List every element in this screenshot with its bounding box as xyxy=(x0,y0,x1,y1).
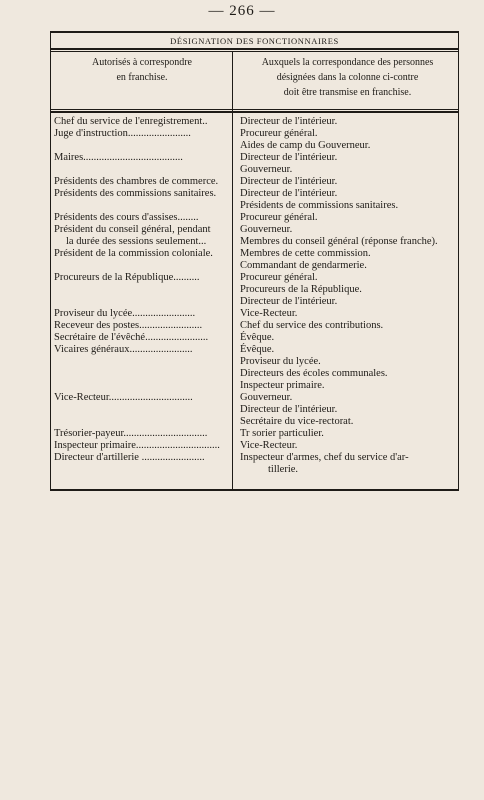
recipient-cell xyxy=(230,224,438,248)
recipient-line: Directeur de l'intérieur. xyxy=(240,116,338,127)
recipient-line: Secrétaire du vice-rectorat. xyxy=(240,416,354,427)
table-row xyxy=(50,188,459,212)
recipient-line: Directeur de l'intérieur. xyxy=(240,176,338,187)
table-row xyxy=(50,320,459,332)
bottom-rule xyxy=(50,489,459,491)
recipient-line: Inspecteur primaire. xyxy=(240,380,325,391)
recipient-line: Gouverneur. xyxy=(240,392,293,403)
recipient-cell xyxy=(230,332,430,344)
table-row xyxy=(50,440,459,452)
recipient-line: Vice-Recteur. xyxy=(240,440,298,451)
right-column-header: Auxquels la correspondance des personnes désignées dans la colonne ci-contre doit être transmise en franchise. xyxy=(261,57,434,98)
table-row xyxy=(50,248,459,260)
official-cell xyxy=(50,176,230,188)
official-line: Présidents des commissions sanitaires. xyxy=(54,188,217,199)
official-line: Président du conseil général, pendant xyxy=(54,224,211,235)
recipient-line: Procureurs de la République. xyxy=(240,284,362,295)
official-line: Vicaires généraux........................ xyxy=(54,344,193,355)
recipient-line: Directeur de l'intérieur. xyxy=(240,188,338,199)
top-rule xyxy=(50,31,459,33)
official-line xyxy=(54,368,230,380)
recipient-cell xyxy=(230,260,430,296)
official-line: Maires...................................... xyxy=(54,152,183,163)
table-row xyxy=(50,224,459,248)
recipient-line: Chef du service des contributions. xyxy=(240,320,384,331)
official-line xyxy=(54,404,230,416)
recipient-line: Directeur de l'intérieur. xyxy=(240,404,338,415)
official-line xyxy=(54,356,230,368)
recipient-line: Inspecteur d'armes, chef du service d'ar- xyxy=(240,452,409,463)
official-cell xyxy=(50,320,230,332)
title-rule xyxy=(50,48,459,50)
recipient-cell xyxy=(230,344,430,356)
recipient-line: Directeurs des écoles communales. xyxy=(240,368,388,379)
recipient-line: Tr sorier particulier. xyxy=(240,428,324,439)
official-line xyxy=(54,296,230,308)
official-cell xyxy=(50,212,230,224)
recipient-line: Commandant de gendarmerie. xyxy=(240,260,367,271)
official-cell xyxy=(50,224,230,248)
official-cell xyxy=(50,188,230,200)
recipient-line: Aides de camp du Gouverneur. xyxy=(240,140,371,151)
franchise-table xyxy=(50,31,459,493)
recipient-cell xyxy=(230,176,430,188)
recipient-cell xyxy=(230,320,430,332)
recipient-line: tillerie. xyxy=(268,464,299,475)
recipient-cell xyxy=(230,212,430,224)
recipient-cell xyxy=(230,140,430,176)
official-cell xyxy=(50,344,230,356)
recipient-line: Proviseur du lycée. xyxy=(240,356,321,367)
official-line xyxy=(54,380,230,392)
official-cell xyxy=(50,140,230,164)
table-row xyxy=(50,296,459,320)
official-line: la durée des sessions seulement... xyxy=(66,236,207,247)
recipient-cell xyxy=(230,248,430,260)
official-line: Inspecteur primaire................................ xyxy=(54,440,220,451)
page-number: — 266 — xyxy=(208,3,276,19)
official-cell xyxy=(50,260,230,284)
recipient-cell xyxy=(230,356,430,428)
recipient-line: Gouverneur. xyxy=(240,164,293,175)
table-title: DÉSIGNATION DES FONCTIONNAIRES xyxy=(170,36,339,46)
official-line: Juge d'instruction........................ xyxy=(54,128,191,139)
official-cell xyxy=(50,452,230,464)
official-line: Secrétaire de l'évêché........................ xyxy=(54,332,209,343)
official-cell xyxy=(50,356,230,428)
official-line: Présidents des chambres de commerce. xyxy=(54,176,219,187)
official-line: Proviseur du lycée........................ xyxy=(54,308,196,319)
table-row xyxy=(50,452,459,476)
recipient-line: Présidents de commissions sanitaires. xyxy=(240,200,399,211)
header-rule xyxy=(50,109,459,110)
recipient-line: Évêque. xyxy=(240,344,275,355)
official-line: Président de la commission coloniale. xyxy=(54,248,213,259)
recipient-line: Vice-Recteur. xyxy=(240,308,298,319)
official-line: Présidents des cours d'assises........ xyxy=(54,212,199,223)
table-row xyxy=(50,140,459,176)
table-row xyxy=(50,212,459,224)
recipient-cell xyxy=(230,296,430,320)
recipient-line: Directeur de l'intérieur. xyxy=(240,296,338,307)
recipient-line: Membres du conseil général (réponse franche). xyxy=(240,236,438,247)
table-row xyxy=(50,332,459,344)
recipient-line: Évêque. xyxy=(240,332,275,343)
left-column-header: Autorisés à correspondre en franchise. xyxy=(92,57,192,83)
recipient-cell xyxy=(230,452,430,476)
recipient-line: Membres de cette commission. xyxy=(240,248,371,259)
recipient-cell xyxy=(230,116,430,128)
official-cell xyxy=(50,428,230,440)
official-line: Directeur d'artillerie ........................ xyxy=(54,452,205,463)
official-cell xyxy=(50,332,230,344)
recipient-line: Directeur de l'intérieur. xyxy=(240,152,338,163)
table-row xyxy=(50,116,459,128)
header-rule-thick xyxy=(50,111,459,113)
table-row xyxy=(50,344,459,356)
official-line: Chef du service de l'enregistrement.. xyxy=(54,116,208,127)
official-cell xyxy=(50,128,230,140)
table-row xyxy=(50,128,459,140)
recipient-line: Procureur général. xyxy=(240,128,318,139)
recipient-line: Procureur général. xyxy=(240,212,318,223)
recipient-cell xyxy=(230,128,430,140)
table-row xyxy=(50,428,459,440)
official-line: Trésorier-payeur................................ xyxy=(54,428,208,439)
recipient-line: Procureur général. xyxy=(240,272,318,283)
table-row xyxy=(50,356,459,428)
recipient-cell xyxy=(230,440,430,452)
table-row xyxy=(50,260,459,296)
recipient-cell xyxy=(230,188,430,212)
title-rule-thin xyxy=(50,51,459,52)
official-cell xyxy=(50,296,230,320)
table-body xyxy=(50,116,459,476)
official-cell xyxy=(50,248,230,260)
official-line: Receveur des postes........................ xyxy=(54,320,203,331)
official-line xyxy=(54,260,230,272)
official-line: Vice-Recteur................................ xyxy=(54,392,193,403)
table-row xyxy=(50,176,459,188)
official-line xyxy=(54,140,230,152)
official-cell xyxy=(50,116,230,128)
recipient-cell xyxy=(230,428,430,440)
official-line xyxy=(54,416,230,428)
official-cell xyxy=(50,440,230,452)
official-line: Procureurs de la République.......... xyxy=(54,272,200,283)
recipient-line: Gouverneur. xyxy=(240,224,293,235)
